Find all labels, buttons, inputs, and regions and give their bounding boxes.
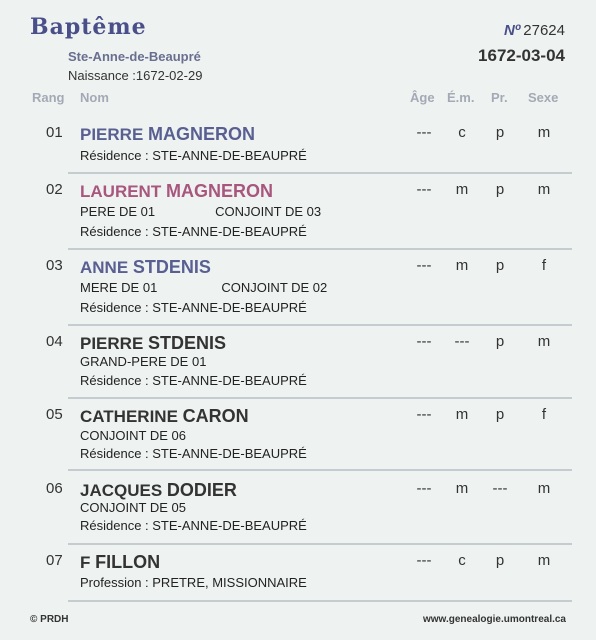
row-rang: 04 xyxy=(46,333,63,350)
row-em: c xyxy=(458,552,466,569)
parish-name: Ste-Anne-de-Beaupré xyxy=(68,49,201,64)
row-pr: p xyxy=(495,257,505,274)
row-sexe: m xyxy=(537,480,551,497)
record-number xyxy=(504,22,565,39)
record-title: Baptême xyxy=(30,14,147,40)
person-name: PIERRE STDENIS xyxy=(80,333,227,353)
row-em: m xyxy=(455,181,469,198)
row-em: m xyxy=(455,406,469,423)
row-pr: --- xyxy=(492,480,508,497)
row-pr: p xyxy=(495,124,505,141)
row-pr: p xyxy=(495,406,505,423)
row-residence: Résidence : STE-ANNE-DE-BEAUPRÉ xyxy=(80,518,307,533)
row-age: --- xyxy=(416,552,432,569)
person-name: LAURENT MAGNERON xyxy=(80,181,273,201)
row-detail: GRAND-PERE DE 01 xyxy=(80,354,207,369)
row-divider xyxy=(68,543,572,545)
row-em: --- xyxy=(454,333,470,350)
row-detail: CONJOINT DE 05 xyxy=(80,500,186,515)
row-sexe: f xyxy=(541,257,547,274)
row-divider xyxy=(68,324,572,326)
col-header-pr: Pr. xyxy=(491,90,508,105)
col-header-sexe: Sexe xyxy=(528,90,559,105)
col-header-age: Âge xyxy=(410,90,435,105)
row-detail: Résidence : STE-ANNE-DE-BEAUPRÉ xyxy=(80,148,307,163)
row-detail: Profession : PRETRE, MISSIONNAIRE xyxy=(80,575,307,590)
row-residence: Résidence : STE-ANNE-DE-BEAUPRÉ xyxy=(80,224,307,239)
row-sexe: m xyxy=(537,333,551,350)
row-age: --- xyxy=(416,480,432,497)
row-rang: 03 xyxy=(46,257,63,274)
row-residence: Résidence : STE-ANNE-DE-BEAUPRÉ xyxy=(80,300,307,315)
row-rang: 05 xyxy=(46,406,63,423)
col-header-nom: Nom xyxy=(80,90,109,105)
birth-date: Naissance :1672-02-29 xyxy=(68,68,203,83)
row-age: --- xyxy=(416,124,432,141)
row-detail: PERE DE 01 CONJOINT DE 03 xyxy=(80,204,322,219)
number-label: Nº xyxy=(503,22,521,39)
row-divider xyxy=(68,600,572,602)
row-detail: CONJOINT DE 06 xyxy=(80,428,186,443)
row-divider xyxy=(68,172,572,174)
row-age: --- xyxy=(416,406,432,423)
website-link[interactable]: www.genealogie.umontreal.ca xyxy=(423,614,566,625)
row-rang: 06 xyxy=(46,480,63,497)
row-pr: p xyxy=(495,552,505,569)
number-value: 27624 xyxy=(523,22,565,39)
row-rang: 01 xyxy=(46,124,63,141)
row-sexe: m xyxy=(537,181,551,198)
col-header-rang: Rang xyxy=(32,90,65,105)
copyright: © PRDH xyxy=(30,614,69,625)
person-name: PIERRE MAGNERON xyxy=(80,124,256,144)
person-name: F FILLON xyxy=(80,552,161,572)
row-em: m xyxy=(455,257,469,274)
row-age: --- xyxy=(416,333,432,350)
row-sexe: f xyxy=(541,406,547,423)
record-date: 1672-03-04 xyxy=(478,46,565,65)
row-divider xyxy=(68,397,572,399)
row-residence: Résidence : STE-ANNE-DE-BEAUPRÉ xyxy=(80,446,307,461)
row-em: c xyxy=(458,124,466,141)
row-age: --- xyxy=(416,257,432,274)
person-name: JACQUES DODIER xyxy=(80,480,237,500)
row-pr: p xyxy=(495,333,505,350)
row-divider xyxy=(68,469,572,471)
person-name: CATHERINE CARON xyxy=(80,406,249,426)
col-header-em: É.m. xyxy=(447,90,475,105)
row-pr: p xyxy=(495,181,505,198)
person-name: ANNE STDENIS xyxy=(80,257,211,277)
row-sexe: m xyxy=(537,552,551,569)
row-divider xyxy=(68,248,572,250)
row-rang: 02 xyxy=(46,181,63,198)
row-age: --- xyxy=(416,181,432,198)
row-sexe: m xyxy=(537,124,551,141)
row-residence: Résidence : STE-ANNE-DE-BEAUPRÉ xyxy=(80,373,307,388)
row-rang: 07 xyxy=(46,552,63,569)
row-em: m xyxy=(455,480,469,497)
row-detail: MERE DE 01 CONJOINT DE 02 xyxy=(80,280,328,295)
